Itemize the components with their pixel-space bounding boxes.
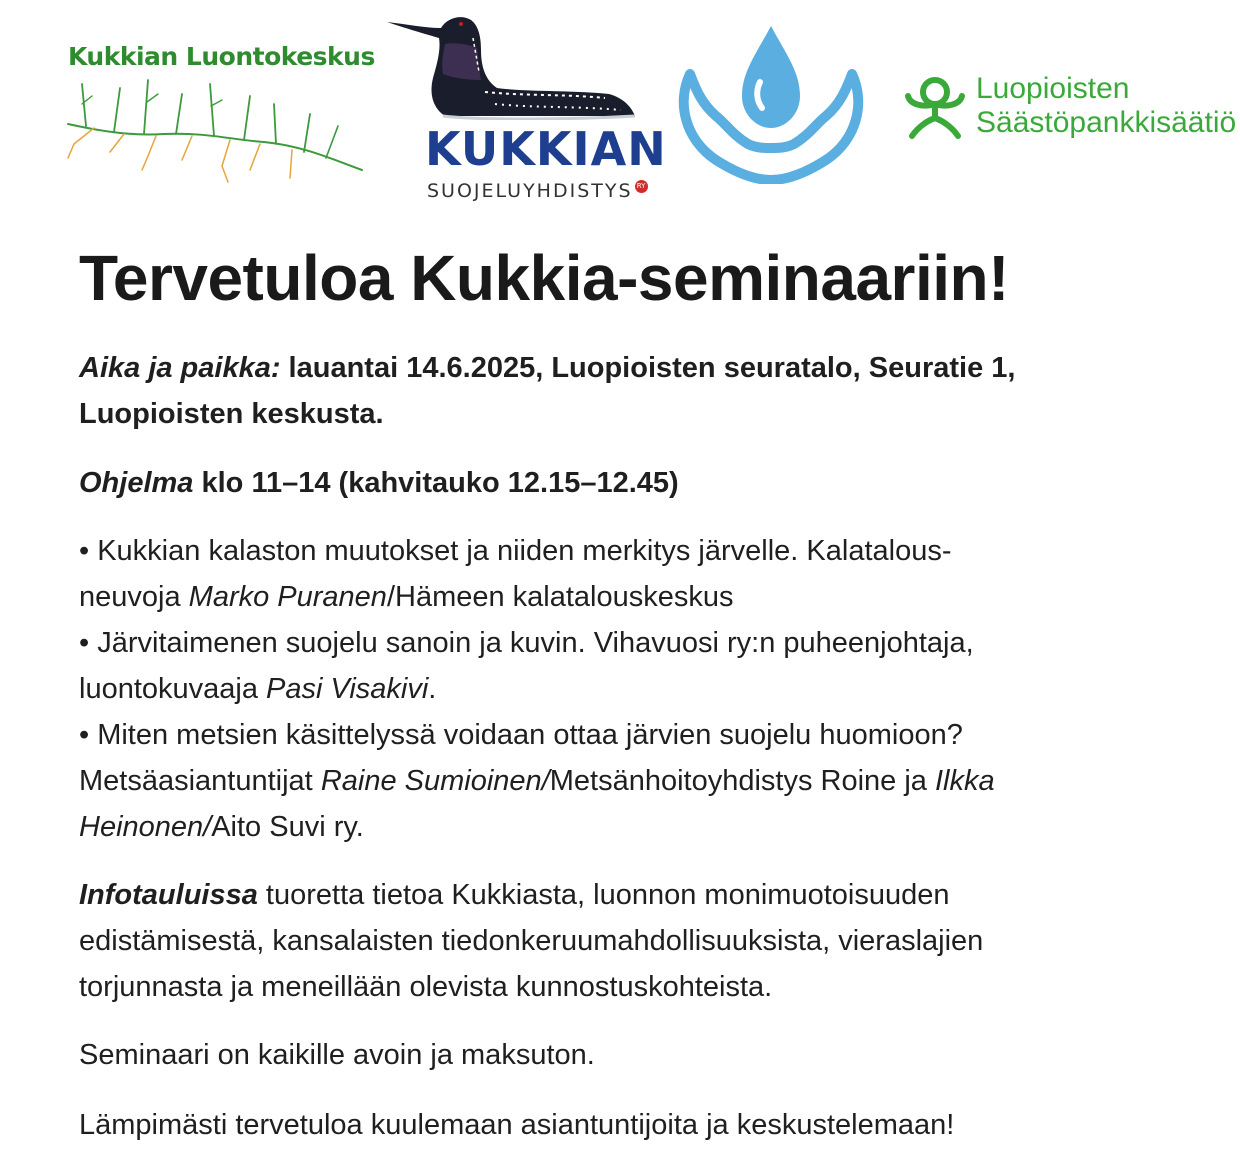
info-paragraph: Infotauluissa tuoretta tietoa Kukkiasta, luonnon monimuotoisuuden edistämisestä, kansalaisten tiedonkeruumahdollisuuksista, vieraslajien torjunnasta ja meneillään olevista kunnostuskohteista.: [79, 879, 984, 1003]
kukkian-name: KUKKIAN: [425, 122, 667, 176]
welcome-paragraph: Lämpimästi tervetuloa kuulemaan asiantuntijoita ja keskustelemaan!: [79, 1109, 955, 1141]
open-paragraph: Seminaari on kaikille avoin ja maksuton.: [79, 1039, 595, 1071]
info-label: Infotauluissa: [79, 879, 258, 911]
logo-bar: [0, 0, 1240, 220]
ry-badge: RY: [635, 180, 648, 193]
saastopankki-line2: Säästöpankkisäätiö: [976, 106, 1237, 139]
time-place-line2: Luopioisten keskusta.: [79, 398, 384, 430]
page-title: Tervetuloa Kukkia-seminaariin!: [79, 242, 1009, 314]
list-item: • Miten metsien käsittelyssä voidaan ottaa järvien suojelu huomioon? Metsäasiantuntijat Raine Sumioinen/Metsänhoitoyhdistys Roine ja Ilkka Heinonen/Aito Suvi ry.: [79, 719, 995, 843]
river-branches-icon: [64, 74, 364, 186]
speaker-name: Ilkka: [935, 765, 995, 797]
loon-icon: [385, 8, 655, 120]
luontokeskus-name: Kukkian Luontokeskus: [68, 42, 375, 71]
time-place-label: Aika ja paikka:: [79, 352, 281, 384]
kukkian-subtitle: SUOJELUYHDISTYS RY: [427, 180, 648, 202]
list-item: • Järvitaimenen suojelu sanoin ja kuvin. Vihavuosi ry:n puheenjohtaja, luontokuvaaja Pasi Visakivi.: [79, 627, 974, 705]
speaker-name: Marko Puranen: [188, 581, 387, 613]
program-list: [79, 528, 1209, 850]
list-item: • Kukkian kalaston muutokset ja niiden merkitys järvelle. Kalatalous- neuvoja Marko Puranen/Hämeen kalatalouskeskus: [79, 535, 952, 613]
saastopankki-logo: [902, 68, 1237, 148]
time-place-paragraph: [79, 345, 1209, 437]
saastopankki-name: [976, 72, 1236, 140]
suojeluyhdistys-logo: [385, 8, 667, 213]
water-drop-hands-icon: [676, 24, 866, 184]
flower-knot-icon: [902, 74, 968, 140]
water-logo: [676, 24, 866, 184]
speaker-name: Pasi Visakivi: [266, 673, 429, 705]
saastopankki-line1: Luopioisten: [976, 72, 1130, 105]
speaker-name: Raine Sumioinen/: [320, 765, 550, 797]
main-content: [79, 238, 1209, 1141]
program-paragraph: [79, 460, 1209, 506]
time-place-text: lauantai 14.6.2025, Luopioisten seuratalo, Seuratie 1,: [280, 352, 1016, 384]
speaker-name: Heinonen/: [79, 811, 212, 843]
program-time: klo 11–14 (kahvitauko 12.15–12.45): [193, 467, 679, 499]
program-label: Ohjelma: [79, 467, 194, 499]
luontokeskus-logo: [64, 40, 375, 190]
